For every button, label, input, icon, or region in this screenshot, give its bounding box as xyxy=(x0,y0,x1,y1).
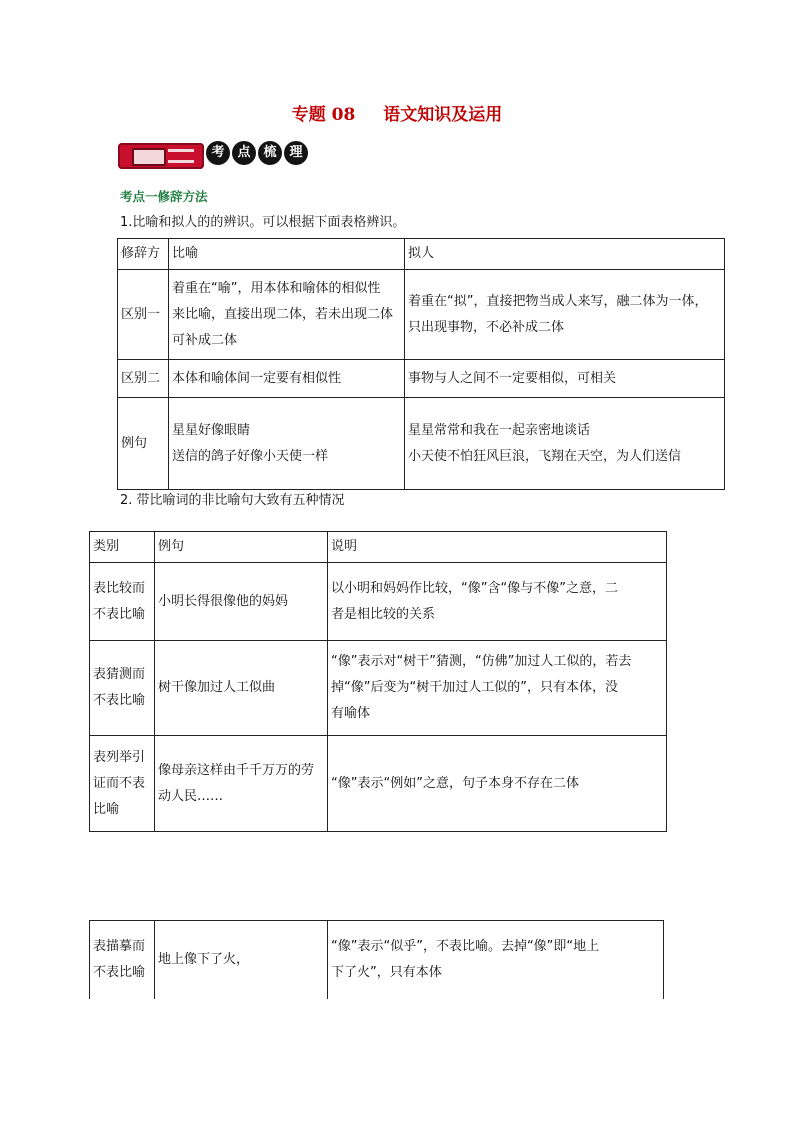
table-row xyxy=(90,641,667,736)
cell-line: 掉“像”后变为“树干加过人工似的”，只有本体，没 xyxy=(331,680,618,695)
header-cell: 例句 xyxy=(155,532,328,563)
section-banner xyxy=(118,139,308,175)
cell-line: 来比喻，直接出现二体，若未出现二体 xyxy=(172,306,394,322)
title-number: 专题 08 xyxy=(291,105,356,125)
cell-line: 证而不表 xyxy=(93,775,146,791)
book-icon xyxy=(118,143,204,169)
cell-line: 星星常常和我在一起亲密地谈话 xyxy=(408,422,591,438)
cell-line: 不表比喻 xyxy=(93,693,146,708)
cell-line: 比喻 xyxy=(93,801,120,817)
non-metaphor-table xyxy=(89,531,667,832)
cell-line: 者是相比较的关系 xyxy=(331,606,436,622)
cell xyxy=(169,398,405,490)
paragraph-1: 1.比喻和拟人的的辨识。可以根据下面表格辨识。 xyxy=(120,215,406,230)
cell-line: 表猜测而 xyxy=(93,667,146,682)
header-cell: 说明 xyxy=(328,532,667,563)
banner-char: 理 xyxy=(284,141,308,165)
table-header-row xyxy=(90,532,667,563)
cell-line: 送信的鸽子好像小天使一样 xyxy=(172,448,329,464)
cell-line: 小天使不怕狂风巨浪，飞翔在天空，为人们送信 xyxy=(408,448,682,464)
example-cell xyxy=(155,641,328,736)
cell-line: 动人民…… xyxy=(158,788,224,804)
title-text: 语文知识及运用 xyxy=(383,105,503,125)
cell-line: 像母亲这样由千千万万的劳 xyxy=(158,762,315,778)
table-row xyxy=(90,563,667,641)
page-title xyxy=(0,100,794,125)
cell-line: 树干像加过人工似曲 xyxy=(158,680,276,695)
table-row xyxy=(90,921,664,999)
cell-line: 本体和喻体间一定要有相似性 xyxy=(172,370,342,386)
cell-line: 着重在“喻”，用本体和喻体的相似性 xyxy=(172,280,381,296)
comparison-table xyxy=(117,238,725,490)
table-row xyxy=(118,270,725,360)
cell-line: 事物与人之间不一定要相似，可相关 xyxy=(408,370,617,386)
row-label: 区别二 xyxy=(118,360,169,398)
category-cell xyxy=(90,921,155,999)
cell-line: 不表比喻 xyxy=(93,964,146,980)
header-cell: 拟人 xyxy=(405,239,725,270)
category-cell xyxy=(90,641,155,736)
cell-line: “像”表示“例如”之意，句子本身不存在二体 xyxy=(331,775,579,791)
description-cell xyxy=(328,736,667,832)
row-label: 区别一 xyxy=(118,270,169,360)
cell-line: 表列举引 xyxy=(93,749,146,765)
example-cell xyxy=(155,563,328,641)
example-cell xyxy=(155,736,328,832)
cell-line: 地上像下了火， xyxy=(158,951,250,967)
cell-line: “像”表示“似乎”，不表比喻。去掉“像”即“地上 xyxy=(331,938,600,954)
table-row xyxy=(118,398,725,490)
banner-char: 考 xyxy=(206,141,230,165)
cell-line: 以小明和妈妈作比较，“像”含“像与不像”之意，二 xyxy=(331,580,618,596)
banner-char: 梳 xyxy=(258,141,282,165)
cell xyxy=(169,270,405,360)
cell xyxy=(405,360,725,398)
cell-line: 着重在“拟”，直接把物当成人来写，融二体为一体， xyxy=(408,293,708,309)
header-cell: 比喻 xyxy=(169,239,405,270)
paragraph-2: 2. 带比喻词的非比喻句大致有五种情况 xyxy=(120,493,345,508)
header-cell: 修辞方 xyxy=(118,239,169,270)
cell-line: 小明长得很像他的妈妈 xyxy=(158,593,289,609)
description-cell xyxy=(328,641,667,736)
table-row xyxy=(118,360,725,398)
non-metaphor-table-continued xyxy=(89,920,664,999)
cell xyxy=(169,360,405,398)
cell-line: 只出现事物，不必补成二体 xyxy=(408,319,565,335)
table-header-row xyxy=(118,239,725,270)
cell-line: 可补成二体 xyxy=(172,332,238,348)
cell-line: “像”表示对“树干”猜测，“仿佛”加过人工似的，若去 xyxy=(331,654,632,669)
table-row xyxy=(90,736,667,832)
category-cell xyxy=(90,563,155,641)
cell-line: 有喻体 xyxy=(331,706,371,721)
row-label: 例句 xyxy=(118,398,169,490)
banner-char: 点 xyxy=(232,141,256,165)
category-cell xyxy=(90,736,155,832)
cell-line: 表描摹而 xyxy=(93,938,146,954)
cell-line: 星星好像眼睛 xyxy=(172,422,251,438)
example-cell xyxy=(155,921,328,999)
header-cell: 类别 xyxy=(90,532,155,563)
cell xyxy=(405,398,725,490)
cell-line: 不表比喻 xyxy=(93,606,146,622)
cell-line: 表比较而 xyxy=(93,580,146,596)
section-heading: 考点一修辞方法 xyxy=(120,189,208,204)
description-cell xyxy=(328,921,664,999)
cell xyxy=(405,270,725,360)
description-cell xyxy=(328,563,667,641)
cell-line: 下了火”，只有本体 xyxy=(331,964,442,980)
